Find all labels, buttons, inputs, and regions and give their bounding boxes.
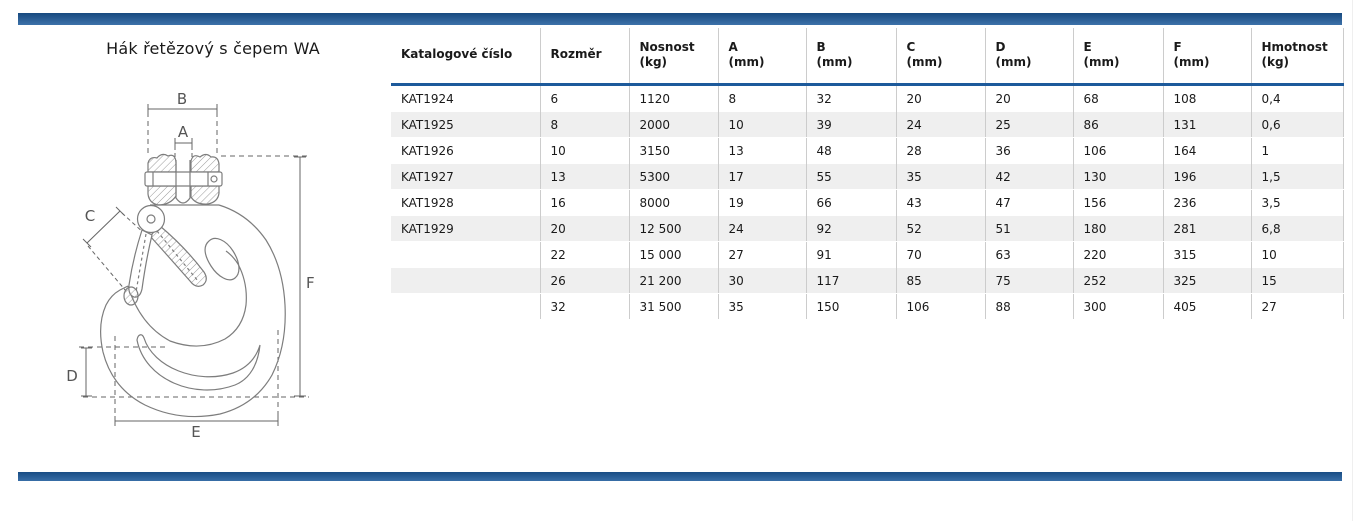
clevis-pin xyxy=(145,172,222,186)
table-cell: 43 xyxy=(896,190,985,216)
column-header-label: D xyxy=(995,39,1006,54)
table-cell: 47 xyxy=(985,190,1073,216)
table-row xyxy=(391,268,1343,294)
dim-e-lines xyxy=(115,330,278,426)
table-cell: 300 xyxy=(1073,294,1163,320)
table-cell: 12 500 xyxy=(629,216,718,242)
table-cell: 325 xyxy=(1163,268,1251,294)
table-cell: 3150 xyxy=(629,138,718,164)
table-cell: 17 xyxy=(718,164,806,190)
table-cell: 106 xyxy=(896,294,985,320)
table-row xyxy=(391,112,1343,138)
spec-table-head xyxy=(391,28,1343,85)
page-right-border xyxy=(1352,0,1353,521)
table-cell: 106 xyxy=(1073,138,1163,164)
spec-table-table xyxy=(391,28,1344,319)
hook-body xyxy=(101,205,286,417)
table-cell: 196 xyxy=(1163,164,1251,190)
table-cell: 2000 xyxy=(629,112,718,138)
table-cell: 24 xyxy=(718,216,806,242)
table-cell: 68 xyxy=(1073,85,1163,112)
column-header-unit: (kg) xyxy=(639,54,668,69)
column-header-unit: (mm) xyxy=(816,54,853,69)
table-cell: 20 xyxy=(540,216,629,242)
dim-label-b: B xyxy=(176,90,188,108)
column-header-unit: (mm) xyxy=(1083,54,1120,69)
table-cell: 27 xyxy=(718,242,806,268)
table-cell: 35 xyxy=(718,294,806,320)
table-cell: 21 200 xyxy=(629,268,718,294)
table-cell: 52 xyxy=(896,216,985,242)
column-header-0 xyxy=(391,28,540,85)
table-cell: 42 xyxy=(985,164,1073,190)
table-cell: 0,6 xyxy=(1251,112,1343,138)
column-header-label: Rozměr xyxy=(550,47,602,61)
table-cell: 8 xyxy=(540,112,629,138)
table-cell: 27 xyxy=(1251,294,1343,320)
top-divider-bar xyxy=(18,13,1342,25)
column-header-6 xyxy=(985,28,1073,85)
column-header-5 xyxy=(896,28,985,85)
table-cell: 15 xyxy=(1251,268,1343,294)
table-cell: 36 xyxy=(985,138,1073,164)
cell-catalog-number: KAT1929 xyxy=(391,216,540,242)
spec-table-body xyxy=(391,85,1343,320)
table-cell: 108 xyxy=(1163,85,1251,112)
column-header-label: E xyxy=(1083,39,1092,54)
table-cell: 48 xyxy=(806,138,896,164)
table-cell: 32 xyxy=(540,294,629,320)
dim-label-c: C xyxy=(84,207,96,225)
table-row xyxy=(391,242,1343,268)
column-header-label: Hmotnost xyxy=(1261,39,1328,54)
table-cell: 51 xyxy=(985,216,1073,242)
column-header-label: Katalogové číslo xyxy=(401,47,513,61)
table-cell: 16 xyxy=(540,190,629,216)
table-cell: 19 xyxy=(718,190,806,216)
table-cell: 26 xyxy=(540,268,629,294)
table-cell: 55 xyxy=(806,164,896,190)
dim-f-lines xyxy=(221,156,308,396)
cell-catalog-number: KAT1927 xyxy=(391,164,540,190)
table-cell: 130 xyxy=(1073,164,1163,190)
column-header-unit: (mm) xyxy=(1173,54,1210,69)
column-header-label: Nosnost xyxy=(639,39,695,54)
table-cell: 75 xyxy=(985,268,1073,294)
table-cell: 25 xyxy=(985,112,1073,138)
dim-label-a: A xyxy=(177,123,189,141)
table-row xyxy=(391,138,1343,164)
table-row xyxy=(391,216,1343,242)
table-cell: 8000 xyxy=(629,190,718,216)
table-cell: 6 xyxy=(540,85,629,112)
column-header-1 xyxy=(540,28,629,85)
column-header-4 xyxy=(806,28,896,85)
table-cell: 85 xyxy=(896,268,985,294)
table-cell: 39 xyxy=(806,112,896,138)
table-cell: 1 xyxy=(1251,138,1343,164)
column-header-unit: (mm) xyxy=(995,54,1032,69)
column-header-8 xyxy=(1163,28,1251,85)
table-cell: 10 xyxy=(540,138,629,164)
dim-label-d: D xyxy=(66,367,78,385)
table-cell: 252 xyxy=(1073,268,1163,294)
table-cell: 91 xyxy=(806,242,896,268)
latch-pivot xyxy=(138,206,165,233)
header-row xyxy=(391,28,1343,85)
table-cell: 88 xyxy=(985,294,1073,320)
table-cell: 164 xyxy=(1163,138,1251,164)
table-cell: 66 xyxy=(806,190,896,216)
cell-catalog-number: KAT1926 xyxy=(391,138,540,164)
cell-catalog-number: KAT1924 xyxy=(391,85,540,112)
table-cell: 30 xyxy=(718,268,806,294)
table-cell: 63 xyxy=(985,242,1073,268)
column-header-label: A xyxy=(728,39,738,54)
column-header-unit: (kg) xyxy=(1261,54,1290,69)
cell-catalog-number xyxy=(391,294,540,320)
bottom-divider-bar xyxy=(18,472,1342,481)
dim-label-e: E xyxy=(191,423,201,441)
table-row xyxy=(391,294,1343,320)
table-cell: 20 xyxy=(896,85,985,112)
table-cell: 405 xyxy=(1163,294,1251,320)
cell-catalog-number: KAT1928 xyxy=(391,190,540,216)
column-header-unit: (mm) xyxy=(728,54,765,69)
table-cell: 315 xyxy=(1163,242,1251,268)
column-header-label: F xyxy=(1173,39,1182,54)
dim-label-f: F xyxy=(306,274,315,292)
table-cell: 24 xyxy=(896,112,985,138)
page-title: Hák řetězový s čepem WA xyxy=(106,39,320,58)
table-cell: 3,5 xyxy=(1251,190,1343,216)
table-cell: 35 xyxy=(896,164,985,190)
table-cell: 220 xyxy=(1073,242,1163,268)
table-cell: 31 500 xyxy=(629,294,718,320)
table-cell: 70 xyxy=(896,242,985,268)
table-cell: 1120 xyxy=(629,85,718,112)
table-cell: 86 xyxy=(1073,112,1163,138)
table-row xyxy=(391,85,1343,112)
table-cell: 150 xyxy=(806,294,896,320)
table-cell: 1,5 xyxy=(1251,164,1343,190)
table-cell: 28 xyxy=(896,138,985,164)
table-row xyxy=(391,190,1343,216)
table-cell: 156 xyxy=(1073,190,1163,216)
column-header-unit: (mm) xyxy=(906,54,943,69)
safety-latch xyxy=(124,226,206,305)
table-cell: 10 xyxy=(1251,242,1343,268)
column-header-3 xyxy=(718,28,806,85)
cell-catalog-number xyxy=(391,268,540,294)
table-cell: 13 xyxy=(540,164,629,190)
column-header-2 xyxy=(629,28,718,85)
table-cell: 13 xyxy=(718,138,806,164)
table-cell: 236 xyxy=(1163,190,1251,216)
cell-catalog-number: KAT1925 xyxy=(391,112,540,138)
table-cell: 8 xyxy=(718,85,806,112)
table-cell: 5300 xyxy=(629,164,718,190)
cell-catalog-number xyxy=(391,242,540,268)
table-cell: 22 xyxy=(540,242,629,268)
technical-drawing xyxy=(55,85,335,455)
column-header-7 xyxy=(1073,28,1163,85)
table-cell: 6,8 xyxy=(1251,216,1343,242)
table-cell: 15 000 xyxy=(629,242,718,268)
spec-table xyxy=(391,28,1344,319)
table-row xyxy=(391,164,1343,190)
table-cell: 0,4 xyxy=(1251,85,1343,112)
table-cell: 10 xyxy=(718,112,806,138)
table-cell: 180 xyxy=(1073,216,1163,242)
table-cell: 117 xyxy=(806,268,896,294)
table-cell: 281 xyxy=(1163,216,1251,242)
table-cell: 92 xyxy=(806,216,896,242)
column-header-label: B xyxy=(816,39,826,54)
table-cell: 131 xyxy=(1163,112,1251,138)
column-header-9 xyxy=(1251,28,1343,85)
column-header-label: C xyxy=(906,39,916,54)
table-cell: 20 xyxy=(985,85,1073,112)
table-cell: 32 xyxy=(806,85,896,112)
